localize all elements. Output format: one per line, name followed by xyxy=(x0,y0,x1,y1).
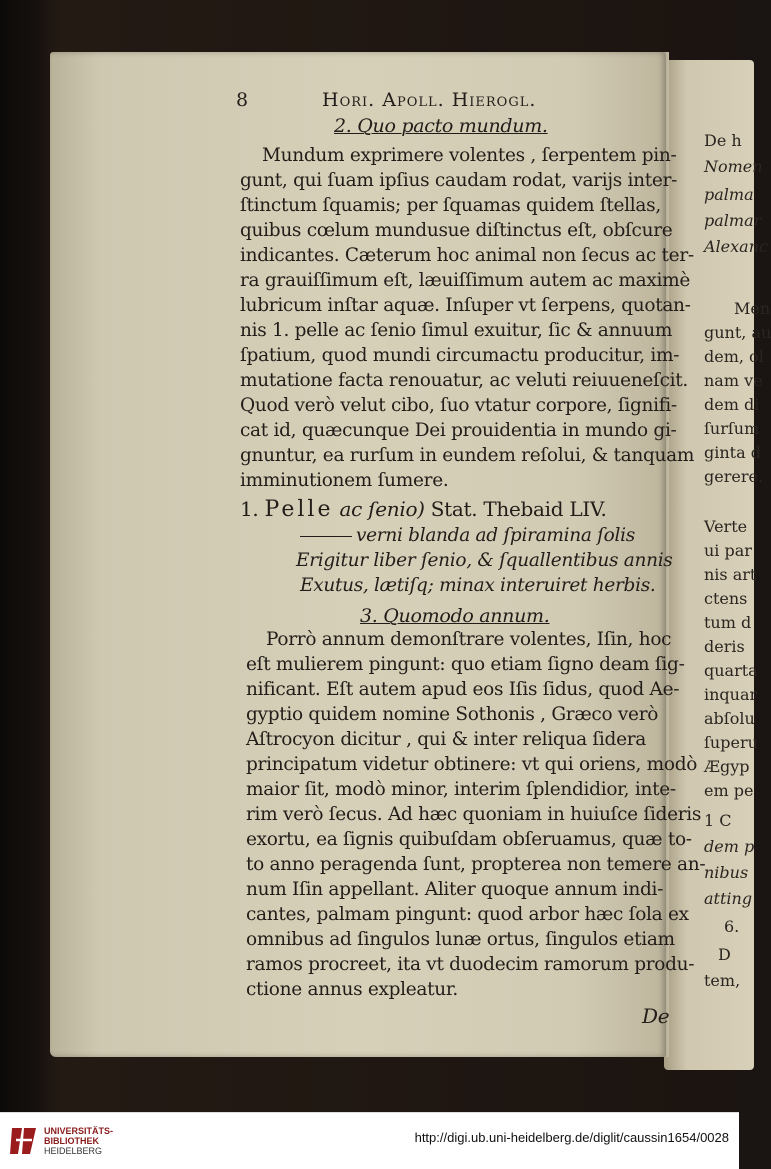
facing-line: palma xyxy=(704,185,754,204)
library-line: HEIDELBERG xyxy=(44,1146,103,1156)
facing-line: nibus xyxy=(704,863,749,882)
text-line: eſt mulierem pingunt: quo etiam ſigno deam ſig- xyxy=(246,654,685,675)
facing-line: ſuperu xyxy=(704,733,758,752)
permalink[interactable]: http://digi.ub.uni-heidelberg.de/diglit/caussin1654/0028 xyxy=(414,1130,729,1145)
text-line: Porrò annum demonſtrare volentes, Iſin, hoc xyxy=(266,629,672,650)
facing-line: gunt, au xyxy=(704,323,771,342)
text-line: ctione annus expleatur. xyxy=(246,979,459,1000)
section-title: 2. Quo pacto mundum. xyxy=(334,115,548,137)
facing-line: ginta d xyxy=(704,443,761,462)
university-library-logo-icon xyxy=(8,1124,40,1158)
text-line: gyptio quidem nomine Sothonis , Græco verò xyxy=(246,704,659,725)
facing-line: dem, ol xyxy=(704,347,764,366)
facing-line: tum d xyxy=(704,613,752,632)
section-title: 3. Quomodo annum. xyxy=(360,605,550,627)
library-name xyxy=(44,1126,113,1156)
facing-line: Ægyp xyxy=(704,757,750,776)
text-line: cantes, palmam pingunt: quod arbor hæc ſola ex xyxy=(246,904,689,925)
facing-line: dem di xyxy=(704,395,760,414)
facing-line: Men xyxy=(734,299,771,318)
book-page xyxy=(50,52,706,1057)
verse-line: Exutus, lætiſq; minax interuiret herbis. xyxy=(300,575,656,596)
facing-line: ſurſum xyxy=(704,419,760,438)
facing-line: quarta xyxy=(704,661,758,680)
page-text xyxy=(50,52,706,1057)
facing-line: gerere. xyxy=(704,467,764,486)
facing-line: 6. xyxy=(724,917,740,936)
text-line: Mundum exprimere volentes , ſerpentem pin- xyxy=(262,145,677,166)
facing-line: atting xyxy=(704,889,753,908)
text-line: ſtinctum ſquamis; per ſquamas quidem ſtellas, xyxy=(240,195,661,216)
text-line: rim verò ſecus. Ad hæc quoniam in huiuſce ſideris xyxy=(246,804,702,825)
text-line: ſpatium, quod mundi circumactu producitur, im- xyxy=(240,345,680,366)
text-line: Aſtrocyon dicitur , qui & inter reliqua ſidera xyxy=(246,729,647,750)
verse-dash xyxy=(300,536,352,537)
facing-line: palmar xyxy=(704,211,762,230)
text-line: mutatione facta renouatur, ac veluti reiuueneſcit. xyxy=(240,370,688,391)
note-marker: 1. xyxy=(240,497,259,521)
text-line: maior ſit, modò minor, interim ſplendidior, inte- xyxy=(246,779,676,800)
text-line: cat id, quæcunque Dei prouidentia in mundo gi- xyxy=(240,420,677,441)
text-line: principatum videtur obtinere: vt qui oriens, modò xyxy=(246,754,698,775)
note-line xyxy=(240,497,607,521)
text-line: gnuntur, ea rurſum in eundem reſolui, & tanquam xyxy=(240,445,695,466)
text-line: quibus cœlum mundusue diſtinctus eſt, obſcure xyxy=(240,220,673,241)
facing-line: nam ve xyxy=(704,371,763,390)
facing-line: inquar xyxy=(704,685,758,704)
text-line: ra grauiſſimum eſt, læuiſſimum autem ac maximè xyxy=(240,270,691,291)
facing-line: Verte xyxy=(704,517,748,536)
facing-line: Nomen xyxy=(704,157,763,176)
text-line: indicantes. Cæterum hoc animal non ſecus ac ter- xyxy=(240,245,694,266)
facing-line: dem p xyxy=(704,837,755,856)
facing-line: abſolu xyxy=(704,709,755,728)
text-line: imminutionem ſumere. xyxy=(240,470,449,491)
verse-line xyxy=(300,524,635,548)
text-line: exortu, ea ſignis quibuſdam obſeruamus, quæ to- xyxy=(246,829,692,850)
library-line: UNIVERSITÄTS- xyxy=(44,1126,114,1136)
text-line: num Iſin appellant. Aliter quoque annum indi- xyxy=(246,879,664,900)
text-line: gunt, qui ſuam ipſius caudam rodat, varijs inter- xyxy=(240,170,678,191)
page-number: 8 xyxy=(236,89,250,111)
catchword: De xyxy=(642,1004,670,1028)
text-line: ramos procreet, ita vt duodecim ramorum produ- xyxy=(246,954,695,975)
facing-line: D xyxy=(718,945,731,964)
library-line: BIBLIOTHEK xyxy=(44,1136,99,1146)
facing-line: em pe xyxy=(704,781,754,800)
facing-line: ctens xyxy=(704,589,748,608)
facing-line: 1 C xyxy=(704,811,732,830)
viewer-footer xyxy=(0,1112,739,1169)
note-lemma: Pelle xyxy=(264,497,334,522)
text-line: lubricum inſtar aquæ. Inſuper vt ſerpens, quotan- xyxy=(240,295,691,316)
facing-line: nis art xyxy=(704,565,757,584)
text-line: nificant. Eſt autem apud eos Iſis ſidus, quod Ae- xyxy=(246,679,680,700)
running-head: Hori. Apoll. Hierogl. xyxy=(322,89,537,111)
facing-line: tem, xyxy=(704,971,741,990)
text-line: to anno peragenda ſunt, propterea non temere an- xyxy=(246,854,706,875)
facing-line: De h xyxy=(704,131,742,150)
facing-line: deris xyxy=(704,637,745,656)
facing-line: Alexanc xyxy=(704,237,768,256)
verse-line: Erigitur liber ſenio, & ſquallentibus annis xyxy=(296,550,673,571)
text-line: omnibus ad ſingulos lunæ ortus, ſingulos etiam xyxy=(246,929,675,950)
note-lemma-rest: ac ſenio) xyxy=(339,497,425,521)
text-line: Quod verò velut cibo, ſuo vtatur corpore, ſignifi- xyxy=(240,395,677,416)
verse-text: verni blanda ad ſpiramina ſolis xyxy=(356,525,635,546)
text-line: nis 1. pelle ac ſenio ſimul exuitur, ſic & annuum xyxy=(240,320,673,341)
note-reference: Stat. Thebaid LIV. xyxy=(430,497,607,521)
facing-line: ui par xyxy=(704,541,752,560)
